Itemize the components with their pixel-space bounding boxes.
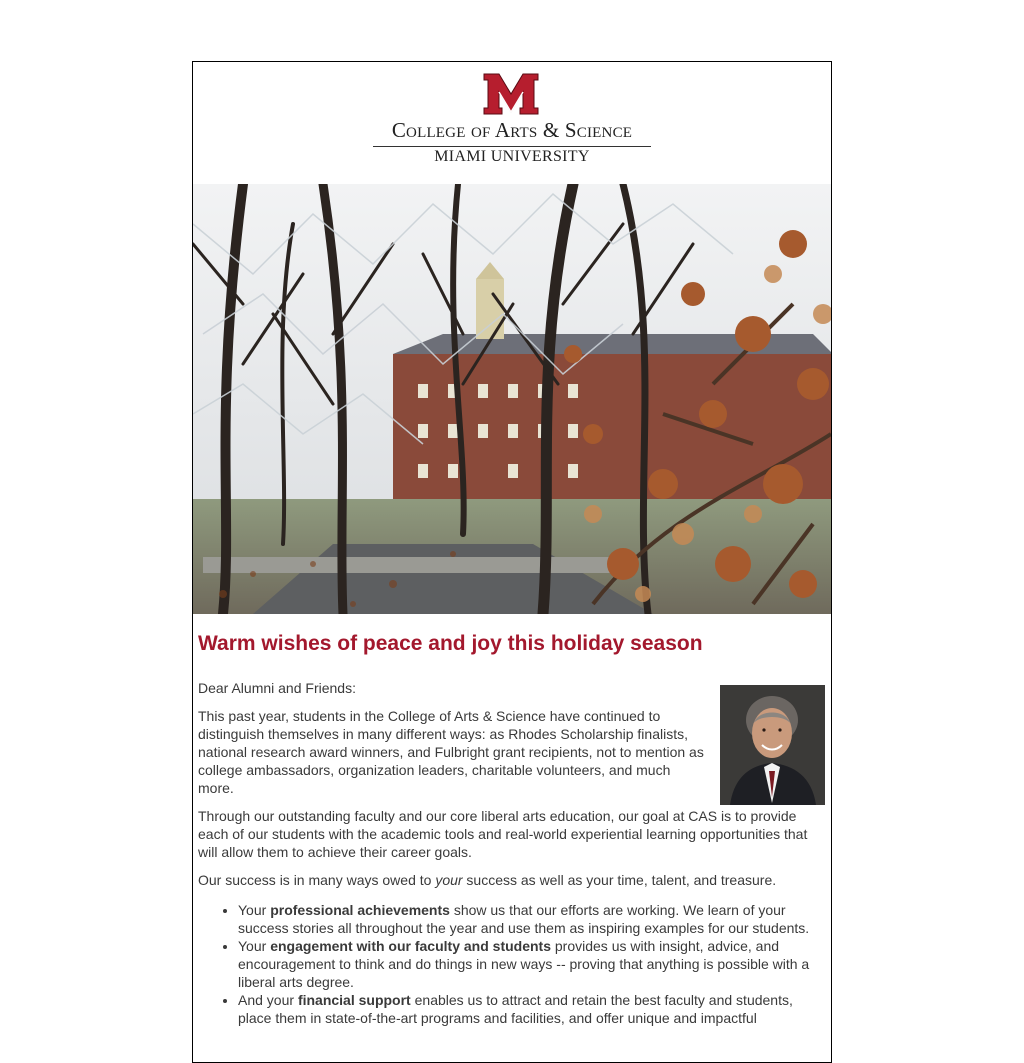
college-name: College of Arts & Science [391,118,633,142]
support-list [198,901,823,1027]
paragraph-3-text: Our success is in many ways owed to [198,872,436,888]
email-container [192,61,832,1063]
paragraph-1: This past year, students in the College of Arts & Science have continued to distinguish themselves in many different ways: as Rhodes Scholarship finalists, national research award winners, and Fulbright grant recipients, not to mention as college ambassadors, organization leaders, charitable volunteers, and much more. [198,708,704,796]
list-item [238,937,823,991]
list-item [238,901,823,937]
list-item-lead: Your [238,902,271,918]
list-item-lead: Your [238,938,271,954]
list-item-bold: engagement with our faculty and students [270,938,551,954]
list-item-bold: professional achievements [270,902,450,918]
list-item-text: show us that our efforts are working. We learn of your success stories all throughout the year and use them as inspiring examples for our students. [238,902,810,936]
miami-m-logo-icon [482,72,540,116]
list-item-lead: And your [238,992,298,1008]
paragraph-2: Through our outstanding faculty and our core liberal arts education, our goal at CAS is to provide each of our students with the academic tools and real-world experiential learning opportunities that will allow them to achieve their career goals. [198,808,808,860]
logo-divider [373,146,651,147]
list-item-text: enables us to attract and retain the best faculty and students, place them in state-of-the-art programs and facilities, and offer unique and impactful [238,992,793,1026]
list-item [238,991,823,1027]
article-title: Warm wishes of peace and joy this holiday season [198,632,703,655]
list-item-bold: financial support [297,992,411,1008]
paragraph-3 [198,871,823,889]
hero-image [193,184,831,614]
college-logo[interactable] [193,62,831,184]
salutation: Dear Alumni and Friends: [198,680,356,696]
article-body [198,629,823,1027]
paragraph-3-emphasis: your [435,872,463,888]
list-item-text: provides us with insight, advice, and encouragement to think and do things in new ways -- proving that anything is possible with a liberal arts degree. [238,938,810,990]
university-name: MIAMI UNIVERSITY [434,148,590,165]
paragraph-3-text-end: success as well as your time, talent, and treasure. [462,872,777,888]
